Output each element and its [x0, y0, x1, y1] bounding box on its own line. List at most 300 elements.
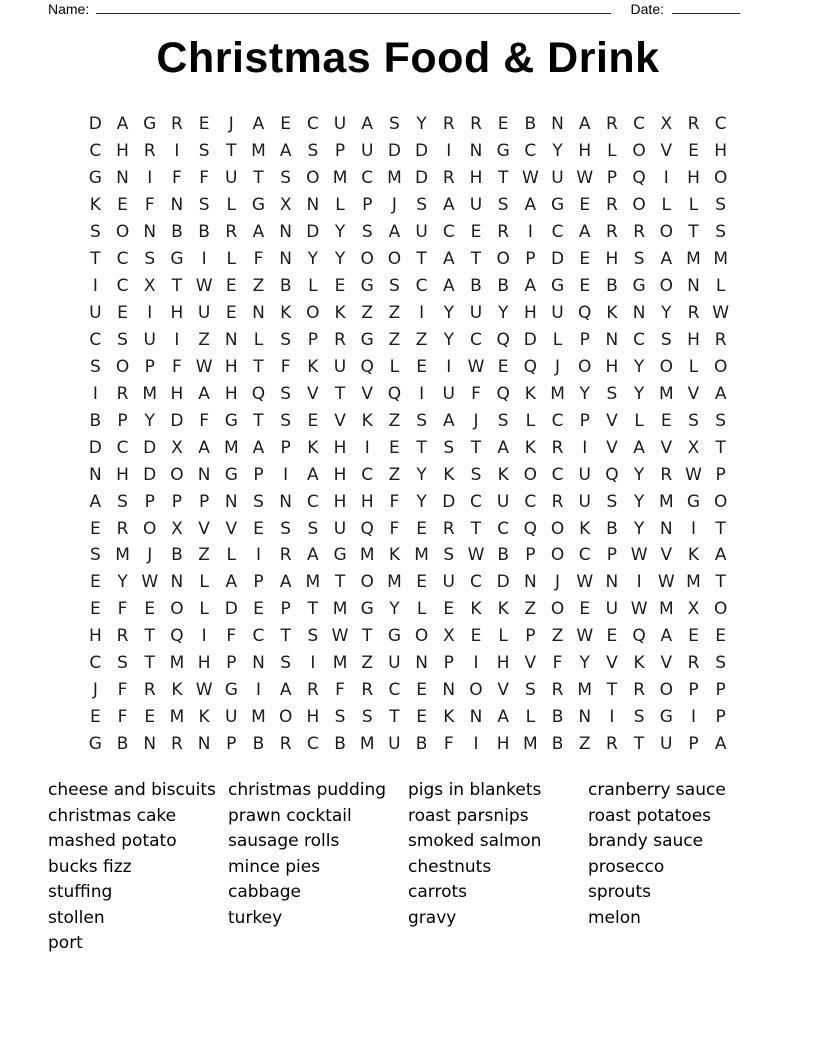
grid-letter: P: [334, 141, 346, 162]
grid-letter: R: [606, 222, 618, 243]
grid-letter: S: [89, 222, 101, 243]
grid-letter: V: [497, 680, 509, 701]
grid-letter: H: [496, 653, 510, 674]
grid-letter: L: [226, 249, 237, 270]
grid-letter: O: [550, 599, 565, 620]
grid-letter: D: [415, 141, 429, 162]
grid-letter: U: [551, 168, 564, 189]
grid-letter: G: [550, 276, 565, 297]
grid-letter: N: [170, 572, 184, 593]
grid-letter: U: [496, 491, 510, 512]
grid-letter: O: [713, 491, 728, 512]
grid-letter: N: [632, 303, 646, 324]
grid-letter: U: [660, 734, 673, 755]
grid-letter: U: [442, 383, 455, 404]
grid-letter: U: [578, 464, 591, 485]
grid-letter: C: [252, 626, 265, 647]
grid-letter: L: [607, 141, 617, 162]
grid-letter: G: [333, 545, 347, 566]
grid-letter: N: [88, 464, 102, 485]
grid-letter: H: [170, 383, 184, 404]
grid-letter: T: [90, 249, 101, 270]
grid-letter: E: [280, 114, 292, 135]
grid-letter: U: [442, 572, 455, 593]
grid-letter: Q: [523, 518, 538, 539]
grid-letter: W: [576, 626, 594, 647]
grid-letter: I: [446, 356, 452, 377]
grid-letter: S: [280, 168, 292, 189]
grid-letter: Z: [252, 276, 265, 297]
grid-letter: G: [659, 707, 673, 728]
grid-letter: S: [688, 410, 699, 431]
grid-letter: K: [497, 599, 509, 620]
word-column: [48, 778, 228, 957]
grid-letter: T: [280, 626, 291, 647]
grid-letter: A: [279, 680, 292, 701]
grid-letter: C: [524, 491, 537, 512]
grid-letter: D: [143, 437, 157, 458]
grid-letter: P: [307, 329, 318, 350]
grid-letter: A: [252, 437, 265, 458]
grid-letter: Z: [388, 303, 401, 324]
grid-letter: U: [388, 734, 401, 755]
grid-letter: E: [470, 222, 482, 243]
grid-letter: B: [551, 707, 564, 728]
grid-letter: F: [199, 410, 209, 431]
grid-letter: T: [253, 168, 264, 189]
grid-letter: R: [551, 491, 564, 512]
grid-letter: B: [252, 734, 265, 755]
grid-letter: I: [174, 329, 180, 350]
grid-letter: T: [470, 437, 482, 458]
grid-letter: S: [198, 141, 210, 162]
grid-letter: W: [630, 545, 648, 566]
grid-letter: P: [253, 572, 264, 593]
grid-letter: V: [606, 653, 618, 674]
grid-letter: S: [280, 653, 292, 674]
grid-letter: K: [307, 437, 319, 458]
grid-letter: R: [116, 518, 129, 539]
grid-letter: D: [523, 329, 537, 350]
grid-letter: B: [497, 545, 509, 566]
grid-letter: A: [714, 383, 727, 404]
grid-letter: K: [89, 195, 101, 216]
grid-letter: E: [144, 707, 156, 728]
grid-letter: X: [660, 114, 673, 135]
word-item: turkey: [228, 907, 283, 928]
grid-letter: X: [687, 599, 700, 620]
grid-letter: T: [253, 356, 264, 377]
grid-letter: N: [687, 276, 700, 297]
grid-letter: L: [389, 356, 400, 377]
grid-letter: I: [690, 707, 696, 728]
grid-letter: S: [361, 707, 373, 728]
grid-letter: N: [442, 680, 456, 701]
grid-letter: L: [715, 276, 726, 297]
grid-letter: A: [361, 114, 374, 135]
grid-letter: U: [197, 303, 211, 324]
word-item: christmas pudding: [228, 780, 387, 800]
grid-letter: O: [659, 680, 673, 701]
word-item: stuffing: [48, 882, 113, 902]
grid-letter: O: [523, 464, 538, 485]
grid-letter: Q: [170, 626, 184, 647]
grid-letter: E: [416, 356, 427, 377]
grid-letter: M: [686, 249, 701, 270]
grid-letter: C: [89, 329, 102, 350]
grid-letter: E: [89, 518, 101, 539]
grid-letter: C: [714, 114, 727, 135]
grid-letter: I: [663, 168, 669, 189]
grid-letter: O: [632, 141, 646, 162]
grid-letter: Y: [661, 303, 672, 324]
grid-letter: S: [198, 195, 210, 216]
word-item: carrots: [408, 882, 467, 902]
grid-letter: G: [550, 195, 565, 216]
grid-letter: U: [333, 356, 347, 377]
grid-letter: L: [416, 599, 427, 620]
grid-letter: V: [660, 545, 673, 566]
grid-letter: G: [360, 329, 374, 350]
grid-letter: B: [606, 276, 618, 297]
grid-letter: I: [92, 276, 98, 297]
grid-letter: Y: [633, 356, 645, 377]
grid-letter: S: [497, 410, 509, 431]
grid-letter: K: [524, 383, 536, 404]
grid-letter: S: [524, 680, 536, 701]
grid-letter: A: [279, 572, 292, 593]
grid-letter: N: [551, 114, 564, 135]
grid-letter: Z: [388, 410, 401, 431]
word-item: port: [48, 933, 83, 953]
grid-letter: F: [471, 383, 481, 404]
grid-letter: L: [498, 626, 508, 647]
grid-letter: C: [470, 329, 482, 350]
grid-letter: P: [606, 168, 618, 189]
grid-letter: K: [388, 545, 400, 566]
grid-letter: C: [361, 464, 374, 485]
grid-letter: V: [334, 410, 346, 431]
word-item: roast parsnips: [408, 805, 529, 826]
grid-letter: V: [687, 383, 700, 404]
grid-letter: W: [331, 626, 349, 647]
grid-letter: W: [712, 303, 730, 324]
word-item: smoked salmon: [408, 831, 542, 851]
grid-letter: R: [442, 114, 455, 135]
grid-letter: U: [360, 141, 374, 162]
grid-letter: H: [224, 383, 238, 404]
grid-letter: Y: [117, 572, 128, 593]
grid-letter: B: [524, 114, 537, 135]
grid-letter: M: [251, 707, 266, 728]
grid-letter: A: [714, 734, 727, 755]
grid-letter: T: [171, 276, 183, 297]
grid-letter: M: [142, 383, 158, 404]
grid-letter: S: [416, 410, 427, 431]
grid-letter: Q: [632, 626, 646, 647]
grid-letter: D: [143, 464, 157, 485]
grid-letter: K: [334, 303, 346, 324]
grid-letter: I: [255, 680, 261, 701]
grid-letter: Y: [416, 464, 427, 485]
grid-letter: R: [225, 222, 238, 243]
grid-letter: T: [362, 626, 373, 647]
grid-letter: R: [470, 114, 482, 135]
grid-letter: E: [443, 599, 455, 620]
grid-letter: U: [578, 491, 591, 512]
grid-letter: E: [198, 114, 210, 135]
grid-letter: G: [632, 276, 646, 297]
grid-letter: N: [197, 464, 211, 485]
grid-letter: C: [116, 249, 129, 270]
grid-letter: I: [446, 141, 452, 162]
grid-letter: N: [170, 195, 184, 216]
grid-letter: A: [252, 114, 265, 135]
grid-letter: M: [550, 383, 565, 404]
grid-letter: R: [687, 303, 700, 324]
grid-letter: W: [685, 464, 702, 485]
grid-letter: O: [278, 707, 293, 728]
grid-letter: S: [633, 249, 645, 270]
grid-letter: Z: [415, 329, 428, 350]
grid-letter: H: [116, 141, 129, 162]
grid-letter: W: [467, 545, 485, 566]
grid-letter: J: [555, 572, 561, 593]
grid-letter: B: [116, 734, 129, 755]
grid-letter: H: [687, 329, 700, 350]
grid-letter: P: [688, 680, 699, 701]
grid-letter: F: [280, 356, 291, 377]
grid-letter: D: [88, 437, 102, 458]
grid-letter: K: [443, 707, 455, 728]
grid-letter: F: [389, 518, 400, 539]
grid-letter: U: [333, 114, 347, 135]
grid-letter: E: [715, 626, 727, 647]
grid-letter: H: [605, 356, 619, 377]
grid-letter: A: [578, 222, 591, 243]
grid-letter: G: [143, 114, 157, 135]
grid-letter: H: [333, 491, 347, 512]
word-column: [228, 778, 408, 957]
grid-letter: S: [715, 195, 727, 216]
grid-letter: E: [307, 410, 319, 431]
grid-letter: B: [171, 222, 183, 243]
grid-letter: H: [523, 303, 537, 324]
grid-letter: S: [307, 626, 319, 647]
grid-letter: T: [497, 168, 509, 189]
grid-letter: S: [253, 491, 264, 512]
grid-letter: H: [88, 626, 102, 647]
grid-letter: T: [715, 572, 726, 593]
grid-letter: C: [89, 653, 102, 674]
grid-letter: L: [634, 410, 644, 431]
grid-letter: V: [524, 653, 537, 674]
grid-letter: O: [550, 518, 565, 539]
grid-letter: I: [690, 518, 696, 539]
grid-letter: A: [524, 195, 537, 216]
grid-letter: E: [89, 707, 101, 728]
grid-letter: S: [606, 383, 618, 404]
word-list: [48, 778, 768, 957]
grid-letter: R: [442, 518, 455, 539]
grid-letter: L: [335, 195, 345, 216]
grid-letter: C: [470, 491, 482, 512]
word-item: sprouts: [588, 882, 651, 902]
grid-letter: D: [387, 141, 401, 162]
word-item: chestnuts: [408, 856, 492, 877]
grid-letter: E: [389, 437, 400, 458]
grid-letter: C: [306, 734, 319, 755]
grid-letter: A: [442, 195, 455, 216]
grid-letter: R: [633, 680, 645, 701]
word-item: mashed potato: [48, 831, 177, 851]
grid-letter: P: [688, 734, 699, 755]
grid-letter: N: [578, 707, 592, 728]
grid-letter: H: [224, 356, 238, 377]
grid-letter: L: [199, 599, 209, 620]
grid-letter: H: [578, 141, 592, 162]
grid-letter: S: [307, 518, 319, 539]
grid-letter: F: [335, 680, 345, 701]
grid-letter: Q: [387, 383, 402, 404]
grid-letter: L: [525, 707, 536, 728]
grid-letter: M: [169, 653, 185, 674]
grid-letter: P: [171, 491, 183, 512]
grid-letter: H: [605, 249, 619, 270]
grid-letter: W: [521, 168, 539, 189]
grid-letter: T: [389, 707, 400, 728]
grid-letter: M: [305, 572, 321, 593]
grid-letter: A: [225, 572, 238, 593]
grid-letter: O: [306, 303, 320, 324]
grid-letter: G: [360, 599, 374, 620]
grid-letter: T: [688, 222, 699, 243]
grid-letter: O: [360, 572, 374, 593]
grid-letter: K: [687, 545, 700, 566]
grid-letter: Y: [334, 249, 346, 270]
grid-letter: H: [360, 491, 374, 512]
grid-letter: S: [470, 464, 482, 485]
grid-letter: L: [688, 356, 699, 377]
grid-letter: F: [117, 680, 128, 701]
grid-letter: R: [660, 464, 673, 485]
grid-letter: X: [171, 518, 183, 539]
grid-letter: V: [606, 437, 618, 458]
grid-letter: Y: [579, 383, 590, 404]
grid-letter: W: [576, 572, 594, 593]
grid-letter: S: [389, 114, 400, 135]
grid-letter: U: [469, 303, 483, 324]
word-grid: [82, 111, 735, 758]
grid-letter: O: [713, 168, 728, 189]
grid-letter: J: [147, 545, 153, 566]
grid-letter: O: [170, 599, 184, 620]
grid-letter: C: [116, 276, 129, 297]
grid-letter: T: [334, 383, 346, 404]
grid-letter: A: [524, 276, 537, 297]
grid-letter: L: [199, 572, 209, 593]
grid-letter: J: [92, 680, 98, 701]
grid-letter: C: [551, 464, 564, 485]
grid-letter: E: [416, 518, 427, 539]
grid-letter: Z: [524, 599, 537, 620]
grid-letter: E: [497, 114, 509, 135]
grid-letter: E: [497, 356, 509, 377]
grid-letter: M: [251, 141, 266, 162]
grid-letter: B: [171, 545, 183, 566]
grid-letter: C: [415, 276, 428, 297]
word-item: gravy: [408, 907, 457, 928]
grid-letter: F: [172, 356, 182, 377]
grid-letter: R: [606, 195, 618, 216]
grid-letter: M: [713, 249, 728, 270]
grid-letter: C: [116, 437, 129, 458]
grid-letter: N: [415, 653, 428, 674]
grid-letter: E: [225, 276, 237, 297]
word-item: bucks fizz: [48, 856, 132, 877]
grid-letter: S: [660, 329, 672, 350]
grid-letter: E: [606, 626, 618, 647]
grid-letter: M: [359, 545, 375, 566]
grid-letter: E: [225, 303, 237, 324]
word-item: melon: [588, 907, 641, 928]
grid-letter: M: [523, 734, 538, 755]
grid-letter: N: [224, 329, 238, 350]
grid-letter: T: [416, 437, 427, 458]
grid-letter: E: [660, 410, 672, 431]
grid-letter: U: [89, 303, 102, 324]
grid-letter: O: [414, 626, 429, 647]
grid-letter: V: [225, 518, 238, 539]
grid-letter: J: [391, 195, 397, 216]
grid-letter: L: [253, 329, 264, 350]
grid-letter: U: [469, 195, 483, 216]
grid-letter: D: [442, 491, 456, 512]
grid-letter: G: [496, 141, 510, 162]
grid-letter: S: [715, 222, 727, 243]
grid-letter: O: [360, 249, 374, 270]
grid-letter: B: [497, 276, 509, 297]
grid-letter: N: [197, 734, 211, 755]
grid-letter: H: [197, 653, 211, 674]
grid-letter: W: [467, 356, 485, 377]
grid-letter: K: [307, 356, 319, 377]
grid-letter: V: [361, 383, 374, 404]
grid-letter: D: [415, 168, 429, 189]
grid-letter: Z: [388, 464, 401, 485]
grid-letter: R: [714, 329, 727, 350]
grid-letter: F: [226, 626, 237, 647]
grid-letter: B: [89, 410, 102, 431]
grid-letter: S: [606, 491, 618, 512]
grid-letter: P: [144, 491, 155, 512]
grid-letter: T: [253, 410, 264, 431]
grid-letter: A: [442, 276, 455, 297]
grid-letter: V: [660, 437, 673, 458]
grid-letter: N: [279, 491, 293, 512]
grid-letter: R: [497, 222, 510, 243]
grid-letter: J: [555, 356, 561, 377]
grid-letter: A: [578, 114, 591, 135]
grid-letter: D: [496, 572, 510, 593]
grid-letter: A: [198, 437, 210, 458]
grid-letter: T: [470, 518, 482, 539]
word-item: brandy sauce: [588, 831, 704, 851]
grid-letter: I: [527, 222, 533, 243]
grid-letter: G: [686, 491, 701, 512]
grid-letter: O: [115, 356, 130, 377]
grid-letter: G: [360, 276, 374, 297]
